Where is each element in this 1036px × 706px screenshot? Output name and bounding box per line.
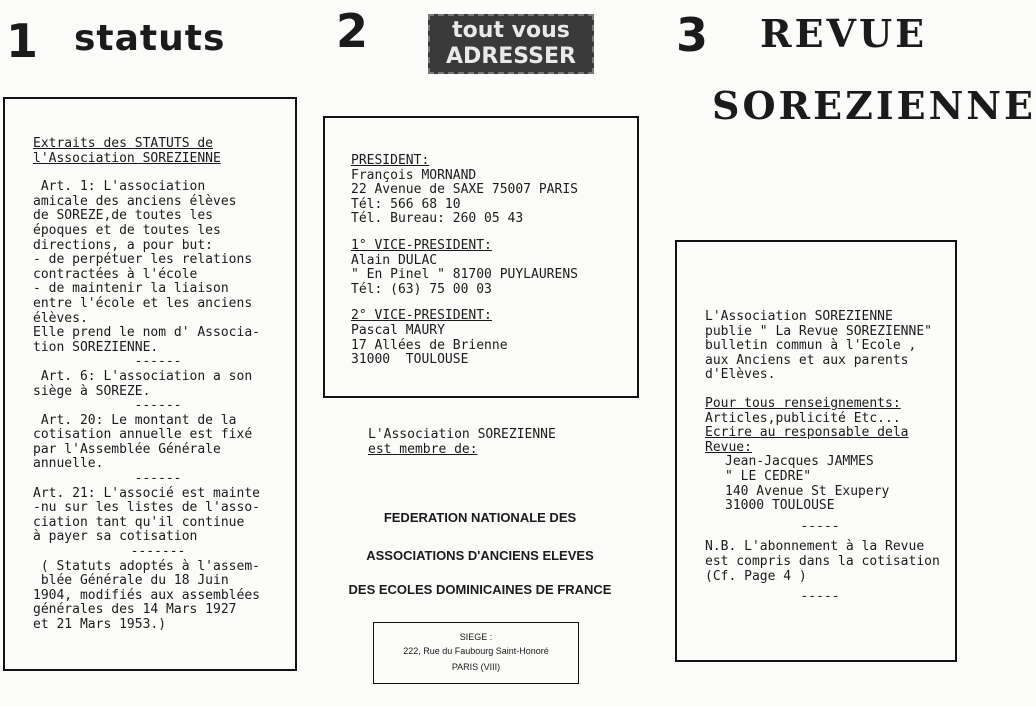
separator: ----- <box>800 589 840 605</box>
vp2-details: Pascal MAURY 17 Allées de Brienne 31000 TOULOUSE <box>351 322 508 368</box>
stamp-line-2: ADRESSER <box>446 44 576 69</box>
president-details: François MORNAND 22 Avenue de SAXE 75007 PARIS Tél: 566 68 10 Tél. Bureau: 260 05 43 <box>351 167 578 227</box>
president-label: PRESIDENT: <box>351 153 430 168</box>
separator: ------- <box>130 544 186 560</box>
revue-title-line1: REVUE <box>760 11 928 56</box>
revue-note: N.B. L'abonnement à la Revue est compris dans la cotisation (Cf. Page 4 ) <box>705 539 940 584</box>
article-21: Art. 21: L'associé est mainte -nu sur les listes de l'asso- ciation tant qu'il continue à payer sa cotisation <box>33 485 260 545</box>
vp2-label: 2° VICE-PRESIDENT: <box>351 308 492 324</box>
statuts-note: ( Statuts adoptés à l'assem- blée Générale du 18 Juin 1904, modifiés aux assemblées générales des 14 Mars 1927 et 21 Mars 1953.) <box>33 558 260 632</box>
adresser-stamp <box>428 14 594 74</box>
section-number-1: 1 <box>6 14 40 68</box>
article-6: Art. 6: L'association a son siège à SOREZE. <box>33 368 253 399</box>
siege-box <box>373 622 579 684</box>
vp1-details: Alain DULAC " En Pinel " 81700 PUYLAURENS Tél: (63) 75 00 03 <box>351 252 578 297</box>
contacts-box <box>323 116 639 398</box>
stamp-line-1: tout vous <box>452 18 570 43</box>
revue-contact: Jean-Jacques JAMMES " LE CEDRE" 140 Avenue St Exupery 31000 TOULOUSE <box>725 454 890 514</box>
revue-text <box>705 310 940 605</box>
federation-line-2: ASSOCIATIONS D'ANCIENS ELEVES <box>366 548 594 563</box>
article-1: Art. 1: L'association amicale des anciens élèves de SOREZE,de toutes les époques et de toutes les directions, a pour but: - de perpétuer les relations contractées à l'école - de maintenir la liaison entre l'école et les anciens élèves. Elle prend le nom d' Associa- tion SOREZIENNE. <box>33 179 260 355</box>
membership-line-1: L'Association SOREZIENNE <box>368 427 556 442</box>
revue-intro: L'Association SOREZIENNE publie " La Revue SOREZIENNE" bulletin commun à l'Ecole , aux Anciens et aux parents d'Elèves. <box>705 309 932 383</box>
membership-line-2: est membre de: <box>368 442 478 457</box>
vp1-label: 1° VICE-PRESIDENT: <box>351 237 492 253</box>
separator: ------ <box>134 471 182 487</box>
article-20: Art. 20: Le montant de la cotisation annuelle est fixé par l'Assemblée Générale annuelle. <box>33 412 253 472</box>
siege-label: SIEGE : <box>459 632 493 642</box>
section-number-2: 2 <box>336 4 370 58</box>
statuts-text <box>33 137 283 633</box>
federation-line-1: FEDERATION NATIONALE DES <box>383 510 577 525</box>
statuts-heading-1: Extraits des STATUTS de <box>33 136 214 151</box>
revue-title-line2: SOREZIENNE <box>712 83 1036 128</box>
revue-write-line-2: Revue: <box>705 439 752 455</box>
separator: ----- <box>800 518 840 534</box>
separator: ------ <box>134 354 182 370</box>
statuts-title: statuts <box>74 18 226 59</box>
revue-info-heading: Pour tous renseignements: <box>705 395 901 411</box>
revue-box <box>675 240 957 662</box>
statuts-heading-2: l'Association SOREZIENNE <box>33 150 221 166</box>
statuts-box <box>3 97 297 671</box>
revue-write-line-1: Ecrire au responsable dela <box>705 425 909 441</box>
contacts-text <box>351 154 578 368</box>
section-number-3: 3 <box>676 8 710 62</box>
siege-city: PARIS (VIII) <box>451 662 501 672</box>
siege-address: 222, Rue du Faubourg Saint-Honoré <box>403 646 549 656</box>
separator: ------ <box>134 398 182 414</box>
federation-line-3: DES ECOLES DOMINICAINES DE FRANCE <box>348 582 612 597</box>
revue-info-line: Articles,publicité Etc... <box>705 410 901 426</box>
